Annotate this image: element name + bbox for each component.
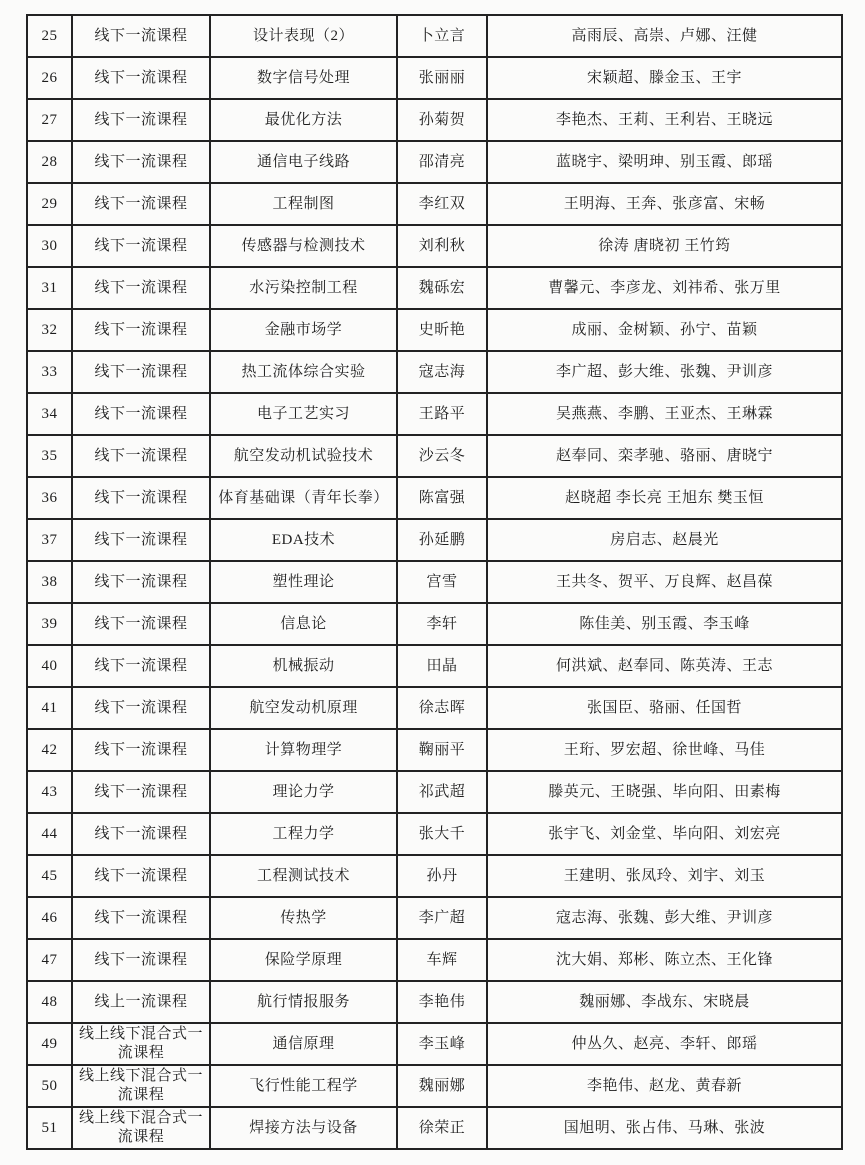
course-leader: 徐志晖 [397, 687, 487, 729]
course-name: 理论力学 [210, 771, 397, 813]
row-number: 33 [27, 351, 72, 393]
course-name: 工程力学 [210, 813, 397, 855]
team-members: 吴燕燕、李鹏、王亚杰、王琳霖 [487, 393, 842, 435]
course-type: 线上线下混合式一流课程 [72, 1107, 210, 1149]
course-type: 线下一流课程 [72, 267, 210, 309]
course-type: 线下一流课程 [72, 15, 210, 57]
course-name: 水污染控制工程 [210, 267, 397, 309]
team-members: 王共冬、贺平、万良辉、赵昌葆 [487, 561, 842, 603]
course-type: 线下一流课程 [72, 561, 210, 603]
course-name: 通信原理 [210, 1023, 397, 1065]
table-row [27, 99, 842, 141]
course-list-table [26, 14, 843, 1150]
team-members: 李艳杰、王莉、王利岩、王晓远 [487, 99, 842, 141]
table-row [27, 141, 842, 183]
table-row [27, 855, 842, 897]
row-number: 30 [27, 225, 72, 267]
team-members: 国旭明、张占伟、马琳、张波 [487, 1107, 842, 1149]
course-name: 设计表现（2） [210, 15, 397, 57]
row-number: 40 [27, 645, 72, 687]
course-leader: 沙云冬 [397, 435, 487, 477]
table-row [27, 57, 842, 99]
table-row [27, 729, 842, 771]
row-number: 46 [27, 897, 72, 939]
team-members: 陈佳美、别玉霞、李玉峰 [487, 603, 842, 645]
team-members: 宋颖超、滕金玉、王宇 [487, 57, 842, 99]
course-leader: 李艳伟 [397, 981, 487, 1023]
course-leader: 李广超 [397, 897, 487, 939]
course-type: 线下一流课程 [72, 141, 210, 183]
course-type: 线下一流课程 [72, 351, 210, 393]
course-type: 线下一流课程 [72, 99, 210, 141]
course-name: 飞行性能工程学 [210, 1065, 397, 1107]
course-type: 线下一流课程 [72, 645, 210, 687]
course-type: 线上线下混合式一流课程 [72, 1023, 210, 1065]
row-number: 42 [27, 729, 72, 771]
course-type: 线下一流课程 [72, 309, 210, 351]
course-type: 线下一流课程 [72, 603, 210, 645]
row-number: 41 [27, 687, 72, 729]
course-leader: 孙延鹏 [397, 519, 487, 561]
course-name: 传感器与检测技术 [210, 225, 397, 267]
course-type: 线下一流课程 [72, 855, 210, 897]
table-row [27, 1107, 842, 1149]
team-members: 高雨辰、高崇、卢娜、汪健 [487, 15, 842, 57]
course-name: 信息论 [210, 603, 397, 645]
course-type: 线下一流课程 [72, 225, 210, 267]
course-leader: 史昕艳 [397, 309, 487, 351]
table-row [27, 897, 842, 939]
course-type: 线下一流课程 [72, 729, 210, 771]
table-row [27, 603, 842, 645]
row-number: 25 [27, 15, 72, 57]
course-leader: 魏砾宏 [397, 267, 487, 309]
team-members: 徐涛 唐晓初 王竹筠 [487, 225, 842, 267]
row-number: 38 [27, 561, 72, 603]
course-name: 塑性理论 [210, 561, 397, 603]
course-leader: 鞠丽平 [397, 729, 487, 771]
course-leader: 魏丽娜 [397, 1065, 487, 1107]
course-leader: 车辉 [397, 939, 487, 981]
course-name: 工程制图 [210, 183, 397, 225]
table-row [27, 435, 842, 477]
row-number: 47 [27, 939, 72, 981]
team-members: 成丽、金树颖、孙宁、苗颖 [487, 309, 842, 351]
course-leader: 宫雪 [397, 561, 487, 603]
course-leader: 孙丹 [397, 855, 487, 897]
team-members: 仲丛久、赵亮、李轩、郎瑶 [487, 1023, 842, 1065]
table-row [27, 813, 842, 855]
team-members: 何洪斌、赵奉同、陈英涛、王志 [487, 645, 842, 687]
course-leader: 李轩 [397, 603, 487, 645]
course-type: 线下一流课程 [72, 183, 210, 225]
row-number: 34 [27, 393, 72, 435]
course-type: 线下一流课程 [72, 813, 210, 855]
row-number: 43 [27, 771, 72, 813]
course-leader: 祁武超 [397, 771, 487, 813]
course-name: 保险学原理 [210, 939, 397, 981]
row-number: 37 [27, 519, 72, 561]
course-name: 机械振动 [210, 645, 397, 687]
course-name: 热工流体综合实验 [210, 351, 397, 393]
course-name: 传热学 [210, 897, 397, 939]
course-leader: 王路平 [397, 393, 487, 435]
team-members: 李艳伟、赵龙、黄春新 [487, 1065, 842, 1107]
course-leader: 李玉峰 [397, 1023, 487, 1065]
table-row [27, 981, 842, 1023]
row-number: 32 [27, 309, 72, 351]
team-members: 寇志海、张魏、彭大维、尹训彦 [487, 897, 842, 939]
course-leader: 陈富强 [397, 477, 487, 519]
table-row [27, 351, 842, 393]
team-members: 沈大娟、郑彬、陈立杰、王化锋 [487, 939, 842, 981]
row-number: 31 [27, 267, 72, 309]
course-leader: 卜立言 [397, 15, 487, 57]
row-number: 49 [27, 1023, 72, 1065]
table-row [27, 771, 842, 813]
course-name: 焊接方法与设备 [210, 1107, 397, 1149]
team-members: 赵奉同、栾孝驰、骆丽、唐晓宁 [487, 435, 842, 477]
course-name: 工程测试技术 [210, 855, 397, 897]
course-type: 线下一流课程 [72, 897, 210, 939]
row-number: 28 [27, 141, 72, 183]
course-table-body [27, 15, 842, 1149]
course-type: 线上线下混合式一流课程 [72, 1065, 210, 1107]
row-number: 29 [27, 183, 72, 225]
team-members: 王建明、张凤玲、刘宇、刘玉 [487, 855, 842, 897]
row-number: 48 [27, 981, 72, 1023]
team-members: 蓝晓宇、梁明珅、别玉霞、郎瑶 [487, 141, 842, 183]
table-row [27, 15, 842, 57]
course-name: 金融市场学 [210, 309, 397, 351]
table-row [27, 939, 842, 981]
team-members: 曹馨元、李彦龙、刘祎希、张万里 [487, 267, 842, 309]
course-type: 线上一流课程 [72, 981, 210, 1023]
course-leader: 孙菊贺 [397, 99, 487, 141]
course-name: EDA技术 [210, 519, 397, 561]
row-number: 27 [27, 99, 72, 141]
table-row [27, 561, 842, 603]
table-row [27, 687, 842, 729]
course-leader: 张大千 [397, 813, 487, 855]
course-type: 线下一流课程 [72, 771, 210, 813]
course-type: 线下一流课程 [72, 393, 210, 435]
course-leader: 李红双 [397, 183, 487, 225]
table-row [27, 1023, 842, 1065]
team-members: 李广超、彭大维、张魏、尹训彦 [487, 351, 842, 393]
course-name: 数字信号处理 [210, 57, 397, 99]
row-number: 44 [27, 813, 72, 855]
row-number: 35 [27, 435, 72, 477]
table-row [27, 477, 842, 519]
table-row [27, 267, 842, 309]
team-members: 滕英元、王晓强、毕向阳、田素梅 [487, 771, 842, 813]
row-number: 39 [27, 603, 72, 645]
course-name: 航空发动机原理 [210, 687, 397, 729]
row-number: 45 [27, 855, 72, 897]
course-leader: 徐荣正 [397, 1107, 487, 1149]
team-members: 房启志、赵晨光 [487, 519, 842, 561]
course-type: 线下一流课程 [72, 687, 210, 729]
course-type: 线下一流课程 [72, 435, 210, 477]
team-members: 魏丽娜、李战东、宋晓晨 [487, 981, 842, 1023]
row-number: 50 [27, 1065, 72, 1107]
course-type: 线下一流课程 [72, 939, 210, 981]
table-row [27, 183, 842, 225]
table-row [27, 309, 842, 351]
course-leader: 田晶 [397, 645, 487, 687]
course-name: 航行情报服务 [210, 981, 397, 1023]
team-members: 王明海、王奔、张彦富、宋畅 [487, 183, 842, 225]
row-number: 51 [27, 1107, 72, 1149]
course-leader: 刘利秋 [397, 225, 487, 267]
table-row [27, 225, 842, 267]
course-type: 线下一流课程 [72, 477, 210, 519]
course-leader: 邵清亮 [397, 141, 487, 183]
course-name: 计算物理学 [210, 729, 397, 771]
table-row [27, 1065, 842, 1107]
course-name: 最优化方法 [210, 99, 397, 141]
course-type: 线下一流课程 [72, 519, 210, 561]
team-members: 张国臣、骆丽、任国哲 [487, 687, 842, 729]
course-name: 电子工艺实习 [210, 393, 397, 435]
table-row [27, 519, 842, 561]
table-row [27, 645, 842, 687]
course-type: 线下一流课程 [72, 57, 210, 99]
row-number: 26 [27, 57, 72, 99]
table-row [27, 393, 842, 435]
course-name: 航空发动机试验技术 [210, 435, 397, 477]
course-leader: 寇志海 [397, 351, 487, 393]
course-name: 体育基础课（青年长拳） [210, 477, 397, 519]
row-number: 36 [27, 477, 72, 519]
team-members: 赵晓超 李长亮 王旭东 樊玉恒 [487, 477, 842, 519]
team-members: 王珩、罗宏超、徐世峰、马佳 [487, 729, 842, 771]
course-leader: 张丽丽 [397, 57, 487, 99]
course-name: 通信电子线路 [210, 141, 397, 183]
team-members: 张宇飞、刘金堂、毕向阳、刘宏亮 [487, 813, 842, 855]
